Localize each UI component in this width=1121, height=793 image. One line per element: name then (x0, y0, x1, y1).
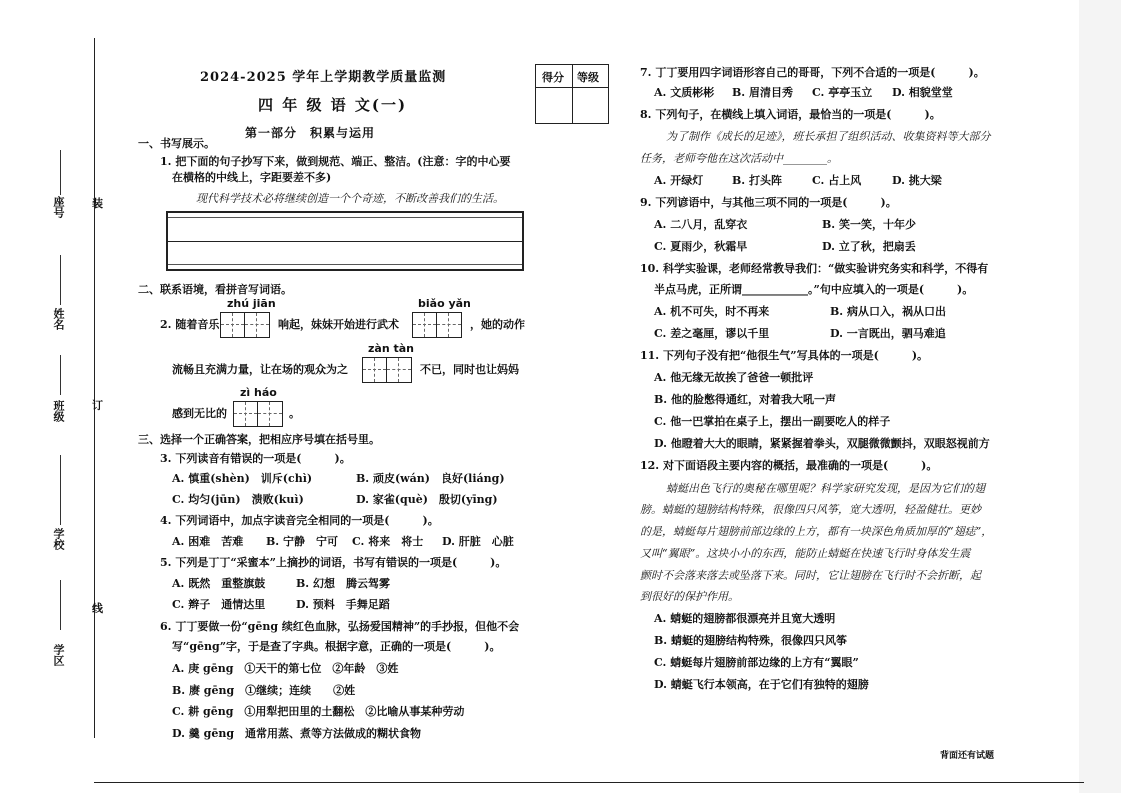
q2-text-7: 。 (289, 407, 300, 420)
q9-option-d[interactable]: D. 立了秋，把扇丢 (822, 240, 916, 253)
q10-option-c[interactable]: C. 差之毫厘，谬以千里 (654, 327, 770, 340)
q8-option-c[interactable]: C. 占上风 (812, 174, 862, 187)
q5-option-c[interactable]: C. 辫子 通情达里 (172, 598, 266, 611)
binding-char-xian: 线 (92, 602, 103, 615)
pinyin-zantan: zàn tàn (368, 342, 414, 355)
exam-title: 四 年 级 语 文(一) (258, 96, 408, 114)
q4-text: 4. 下列词语中，加点字读音完全相同的一项是( )。 (160, 514, 439, 527)
q12-option-a[interactable]: A. 蜻蜓的翅膀都很漂亮并且宽大透明 (654, 612, 836, 625)
q4-option-a[interactable]: A. 困难 苦难 (172, 535, 244, 548)
q11-option-d[interactable]: D. 他瞪着大大的眼睛，紧紧握着拳头，双腿微微颤抖，双眼怒视前方 (654, 437, 990, 450)
q6-text-1: 6. 丁丁要做一份“gēng 续红色血脉，弘扬爱国精神”的手抄报，但他不会 (160, 620, 520, 633)
q5-option-b[interactable]: B. 幻想 腾云驾雾 (296, 577, 390, 590)
q2-text-5: 不已，同时也让妈妈 (420, 363, 519, 376)
district-label: 学区 (52, 644, 65, 666)
q8-option-b[interactable]: B. 打头阵 (732, 174, 782, 187)
q6-option-d[interactable]: D. 羹 gēng 通常用蒸、煮等方法做成的糊状食物 (172, 727, 422, 740)
district-blank-line[interactable] (60, 580, 61, 630)
q12-passage-5: 颤时不会落来落去或坠落下来。同时，它让翅膀在飞行时不会折断，起 (640, 569, 981, 582)
q1-text-1: 1. 把下面的句子抄写下来，做到规范、端正、整洁。(注意：字的中心要 (160, 155, 511, 168)
q8-text: 8. 下列句子，在横线上填入词语，最恰当的一项是( )。 (640, 108, 941, 121)
q1-text-2: 在横格的中线上，字距要差不多) (172, 171, 332, 184)
seat-blank-line[interactable] (60, 150, 61, 195)
pinyin-zihao: zì háo (240, 386, 277, 399)
tian-grid-4[interactable] (233, 401, 283, 427)
q3-option-a[interactable]: A. 慎重(shèn) 训斥(chì) (172, 472, 313, 485)
name-blank-line[interactable] (60, 255, 61, 305)
q7-option-b[interactable]: B. 眉清目秀 (732, 86, 793, 99)
q10-text-2: 半点马虎，正所谓____________。”句中应填入的一项是( )。 (654, 283, 974, 296)
q8-option-a[interactable]: A. 开绿灯 (654, 174, 704, 187)
q3-option-b[interactable]: B. 顽皮(wán) 良好(liáng) (356, 472, 505, 485)
q12-passage-2: 膀。蜻蜓的翅膀结构特殊，很像四只风筝，宽大透明，轻盈健壮。更妙 (640, 503, 981, 516)
q4-option-c[interactable]: C. 将来 将士 (352, 535, 424, 548)
bottom-rule (94, 782, 1084, 783)
school-label: 学校 (52, 528, 65, 550)
page-edge-shadow (1079, 0, 1121, 793)
q6-text-2: 写“gēng”字，于是查了字典。根据字意，正确的一项是( )。 (172, 640, 501, 653)
q3-text: 3. 下列读音有错误的一项是( )。 (160, 452, 351, 465)
q12-text: 12. 对下面语段主要内容的概括，最准确的一项是( )。 (640, 459, 938, 472)
name-label: 姓名 (52, 308, 65, 330)
q5-option-a[interactable]: A. 既然 重整旗鼓 (172, 577, 266, 590)
q11-option-c[interactable]: C. 他一巴掌拍在桌子上，摆出一副要吃人的样子 (654, 415, 891, 428)
q12-passage-3: 的是，蜻蜓每片翅膀前部边缘的上方，都有一块深色角质加厚的“翅痣”， (640, 525, 993, 538)
q10-option-d[interactable]: D. 一言既出，驷马难追 (830, 327, 946, 340)
handwriting-box[interactable] (166, 211, 524, 271)
q11-option-b[interactable]: B. 他的脸憋得通红，对着我大吼一声 (654, 393, 836, 406)
pinyin-biaoyan: biǎo yǎn (418, 297, 471, 310)
q9-text: 9. 下列谚语中，与其他三项不同的一项是( )。 (640, 196, 897, 209)
class-label: 班级 (52, 400, 65, 422)
binding-char-ding: 订 (92, 399, 103, 412)
q9-option-a[interactable]: A. 二八月，乱穿衣 (654, 218, 748, 231)
q12-passage-6: 到很好的保护作用。 (640, 590, 739, 603)
section-three-heading: 三、选择一个正确答案，把相应序号填在括号里。 (138, 433, 380, 446)
q12-option-b[interactable]: B. 蜻蜓的翅膀结构特殊，很像四只风筝 (654, 634, 847, 647)
q2-text-1: 2. 随着音乐 (160, 318, 220, 331)
part-one-title: 第一部分 积累与运用 (245, 126, 376, 140)
q11-text: 11. 下列句子没有把“他很生气”写具体的一项是( )。 (640, 349, 929, 362)
q6-option-c[interactable]: C. 耕 gēng ①用犁把田里的土翻松 ②比喻从事某种劳动 (172, 705, 465, 718)
q7-option-a[interactable]: A. 文质彬彬 (654, 86, 715, 99)
tian-grid-3[interactable] (362, 357, 412, 383)
section-two-heading: 二、联系语境，看拼音写词语。 (138, 283, 292, 296)
q6-option-b[interactable]: B. 赓 gēng ①继续；连续 ②姓 (172, 684, 356, 697)
q2-text-6: 感到无比的 (172, 407, 227, 420)
q4-option-b[interactable]: B. 宁静 宁可 (266, 535, 338, 548)
tian-grid-1[interactable] (220, 312, 270, 338)
score-box (535, 64, 609, 124)
q8-passage-2: 任务，老师夸他在这次活动中________。 (640, 152, 838, 165)
q2-text-3: ，她的动作 (470, 318, 525, 331)
score-label: 得分 (542, 71, 564, 84)
q4-option-d[interactable]: D. 肝脏 心脏 (442, 535, 514, 548)
class-blank-line[interactable] (60, 355, 61, 395)
exam-header-line1: 2024-2025 学年上学期教学质量监测 (200, 70, 447, 85)
q7-option-c[interactable]: C. 亭亭玉立 (812, 86, 873, 99)
q3-option-c[interactable]: C. 均匀(jūn) 溃败(kuì) (172, 493, 304, 506)
q12-passage-1: 蜻蜓出色飞行的奥秘在哪里呢？科学家研究发现，是因为它们的翅 (666, 482, 985, 495)
page-footer-note: 背面还有试题 (940, 751, 995, 761)
q12-option-c[interactable]: C. 蜻蜓每片翅膀前部边缘的上方有“翼眼” (654, 656, 859, 669)
q7-text: 7. 丁丁要用四字词语形容自己的哥哥，下列不合适的一项是( )。 (640, 66, 985, 79)
q10-text-1: 10. 科学实验课，老师经常教导我们：“做实验讲究务实和科学，不得有 (640, 262, 989, 275)
q10-option-b[interactable]: B. 病从口入，祸从口出 (830, 305, 946, 318)
q2-text-4: 流畅且充满力量，让在场的观众为之 (172, 363, 348, 376)
q3-option-d[interactable]: D. 家雀(què) 殷切(yīng) (356, 493, 498, 506)
pinyin-zhujian: zhú jiān (227, 297, 276, 310)
q5-option-d[interactable]: D. 预料 手舞足蹈 (296, 598, 390, 611)
q1-sentence: 现代科学技术必将继续创造一个个奇迹，不断改善我们的生活。 (196, 192, 504, 205)
seat-label: 座号 (52, 196, 65, 218)
tian-grid-2[interactable] (412, 312, 462, 338)
q6-option-a[interactable]: A. 庚 gēng ①天干的第七位 ②年龄 ③姓 (172, 662, 399, 675)
q2-text-2: 响起，妹妹开始进行武术 (278, 318, 399, 331)
q11-option-a[interactable]: A. 他无缘无故挨了爸爸一顿批评 (654, 371, 814, 384)
q8-passage-1: 为了制作《成长的足迹》，班长承担了组织活动、收集资料等大部分 (666, 130, 991, 143)
section-one-heading: 一、书写展示。 (138, 137, 215, 150)
q12-passage-4: 又叫“翼眼”。这块小小的东西，能防止蜻蜓在快速飞行时身体发生震 (640, 547, 971, 560)
binding-line (94, 38, 95, 738)
q7-option-d[interactable]: D. 相貌堂堂 (892, 86, 953, 99)
q10-option-a[interactable]: A. 机不可失，时不再来 (654, 305, 770, 318)
binding-char-zhuang: 装 (92, 197, 103, 210)
q12-option-d[interactable]: D. 蜻蜓飞行本领高，在于它们有独特的翅膀 (654, 678, 869, 691)
q5-text: 5. 下列是丁丁“采蜜本”上摘抄的词语，书写有错误的一项是( )。 (160, 556, 507, 569)
q9-option-b[interactable]: B. 笑一笑，十年少 (822, 218, 916, 231)
q8-option-d[interactable]: D. 挑大梁 (892, 174, 942, 187)
grade-label: 等级 (577, 71, 599, 84)
q9-option-c[interactable]: C. 夏雨少，秋霜早 (654, 240, 748, 253)
school-blank-line[interactable] (60, 455, 61, 525)
